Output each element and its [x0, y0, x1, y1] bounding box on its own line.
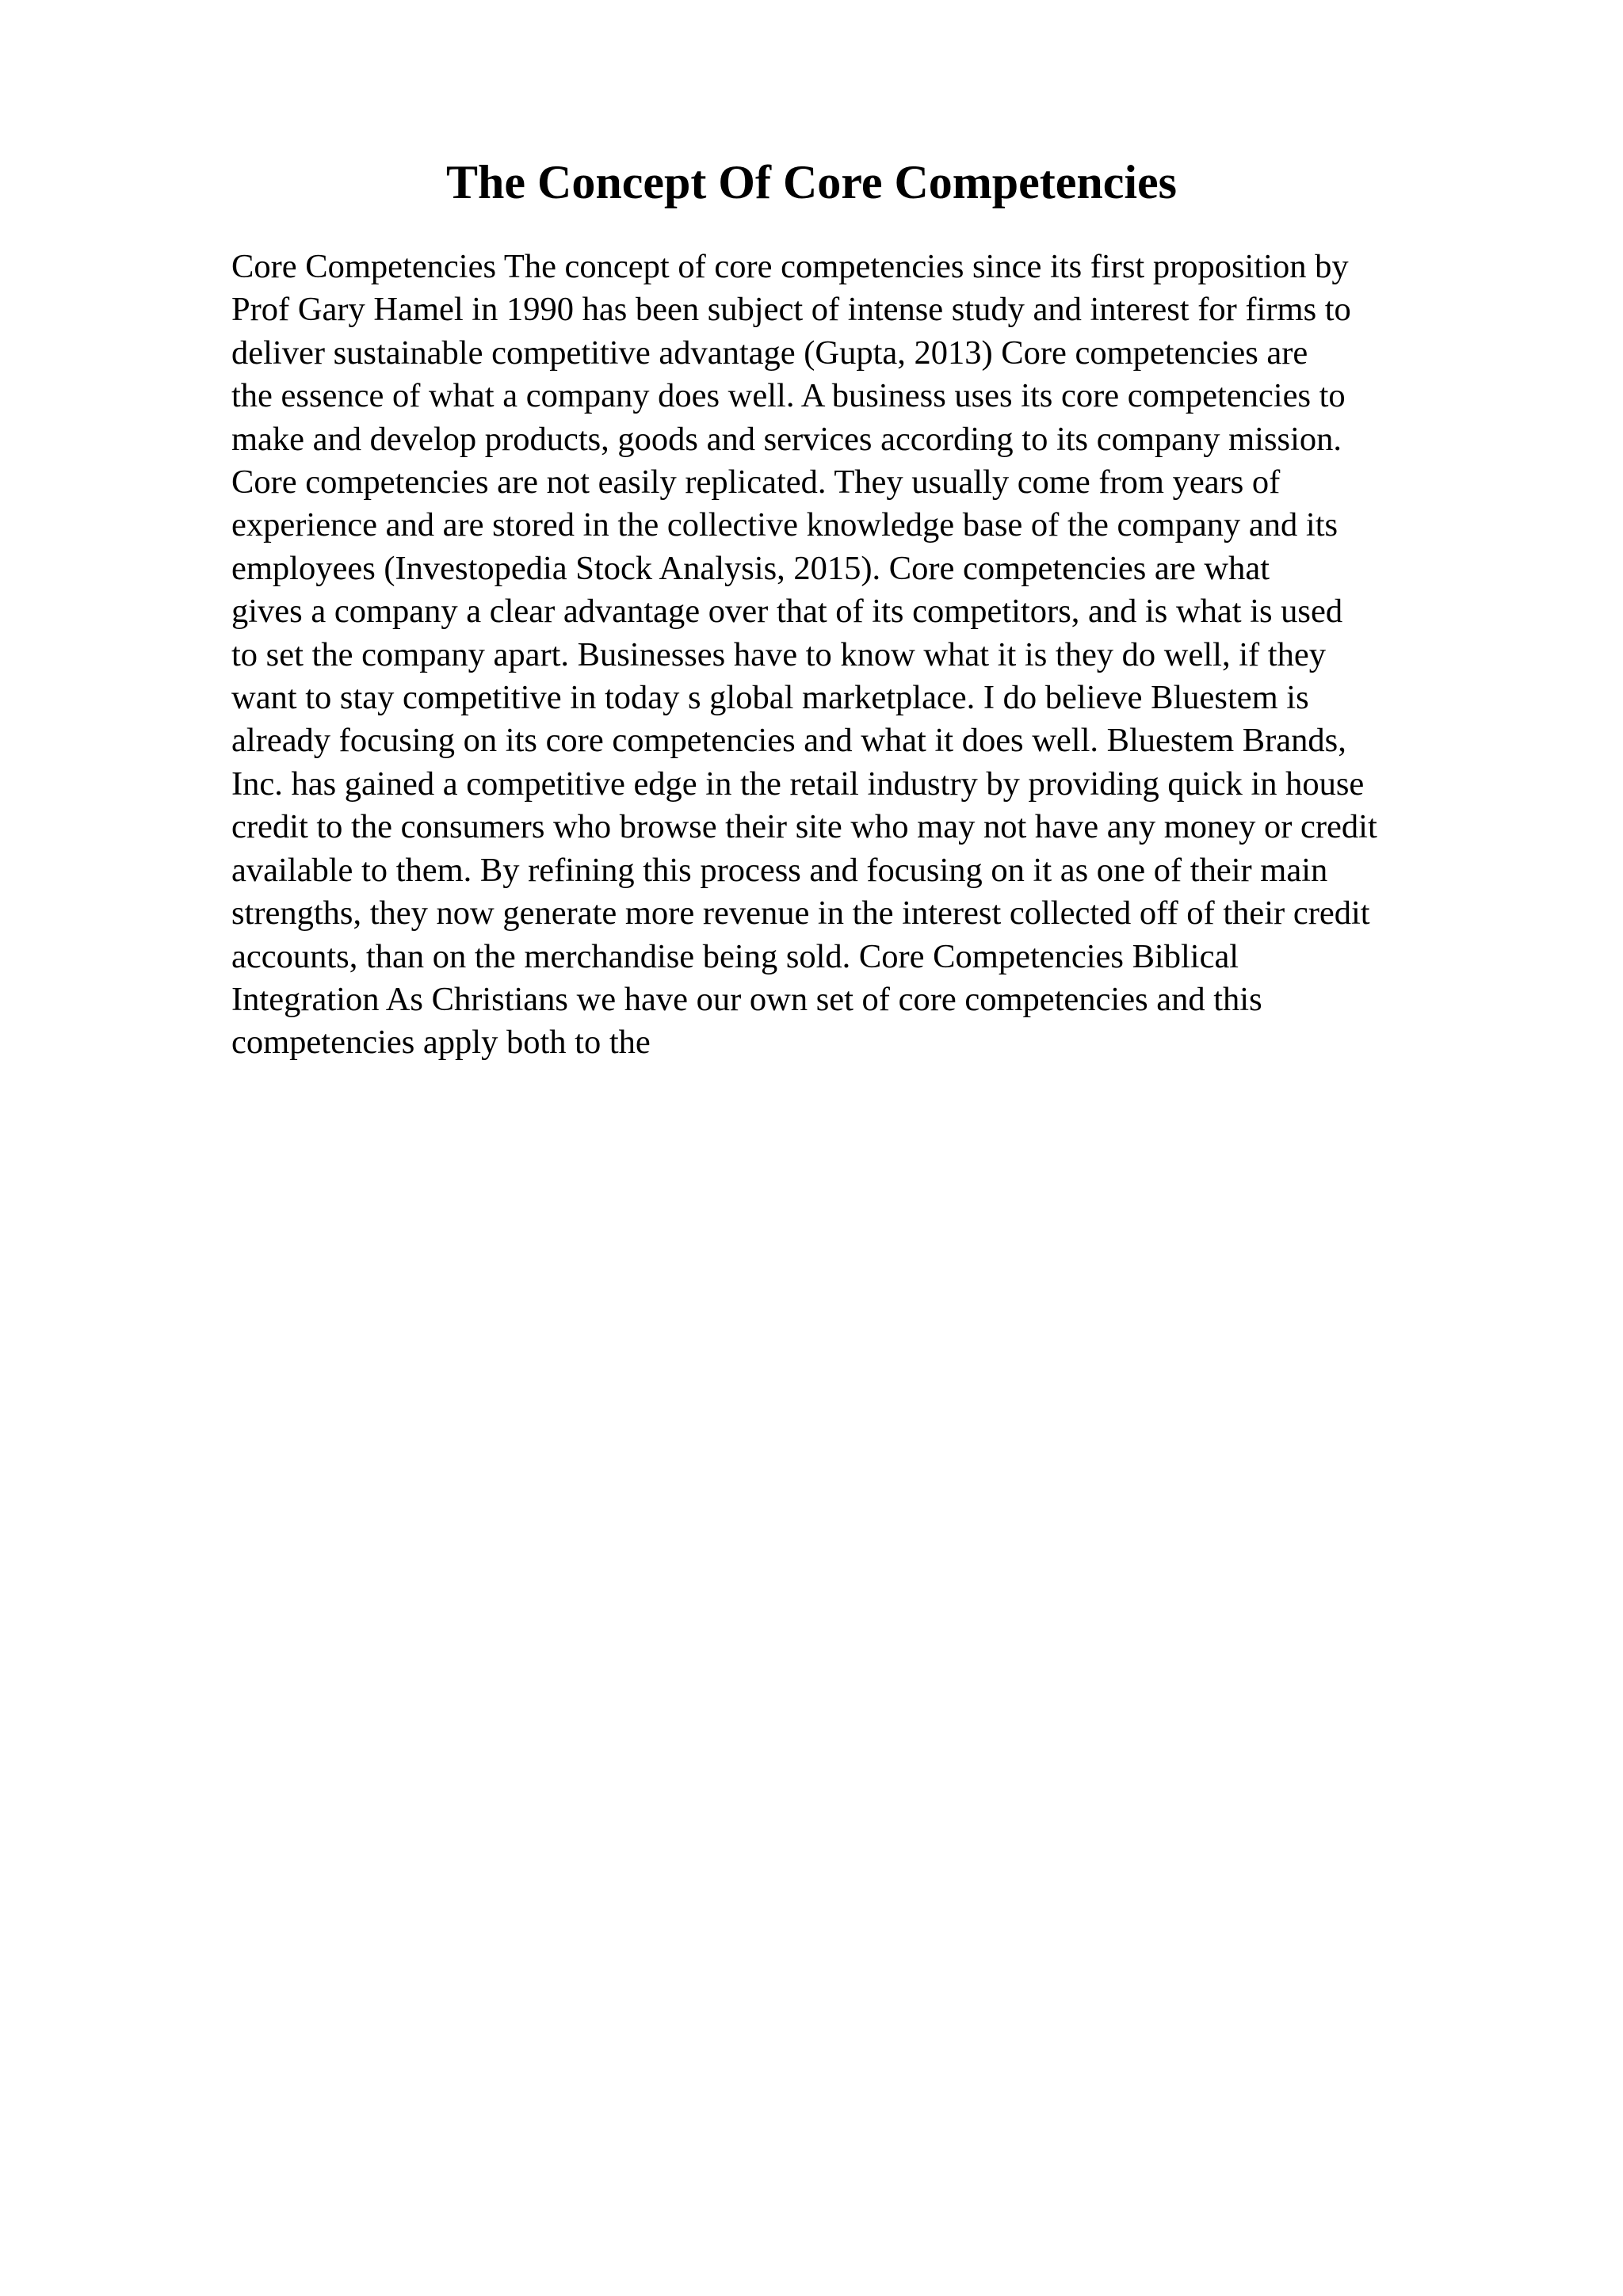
document-title: The Concept Of Core Competencies: [445, 156, 1178, 208]
body-line: Core Competencies The concept of core competencies since its first proposition by: [231, 248, 1349, 285]
body-line: strengths, they now generate more revenue in the interest collected off of their credit: [231, 894, 1370, 933]
body-line: credit to the consumers who browse their site who may not have any money or credit: [231, 808, 1377, 846]
body-line: competencies apply both to the: [231, 1024, 651, 1062]
body-line: Inc. has gained a competitive edge in the retail industry by providing quick in house: [231, 765, 1365, 803]
body-line: the essence of what a company does well. A business uses its core competencies to: [231, 377, 1346, 415]
body-line: gives a company a clear advantage over that of its competitors, and is what is used: [231, 593, 1343, 631]
body-line: Integration As Christians we have our own set of core competencies and this: [231, 980, 1262, 1018]
body-line: Prof Gary Hamel in 1990 has been subject of intense study and interest for firms to: [231, 291, 1351, 329]
body-line: available to them. By refining this process and focusing on it as one of their main: [231, 851, 1328, 889]
body-line: employees (Investopedia Stock Analysis, 2015). Core competencies are what: [231, 549, 1270, 587]
body-line: accounts, than on the merchandise being sold. Core Competencies Biblical: [231, 937, 1239, 975]
body-line: deliver sustainable competitive advantage (Gupta, 2013) Core competencies are: [231, 334, 1308, 372]
document-body: [231, 246, 1515, 1065]
body-line: to set the company apart. Businesses have to know what it is they do well, if they: [231, 635, 1326, 673]
body-line: already focusing on its core competencies and what it does well. Bluestem Brands,: [231, 722, 1346, 760]
body-line: want to stay competitive in today s global marketplace. I do believe Bluestem is: [231, 679, 1309, 717]
body-line: experience and are stored in the collective knowledge base of the company and its: [231, 506, 1338, 544]
body-line: make and develop products, goods and services according to its company mission.: [231, 420, 1342, 458]
body-line: Core competencies are not easily replicated. They usually come from years of: [231, 463, 1281, 502]
